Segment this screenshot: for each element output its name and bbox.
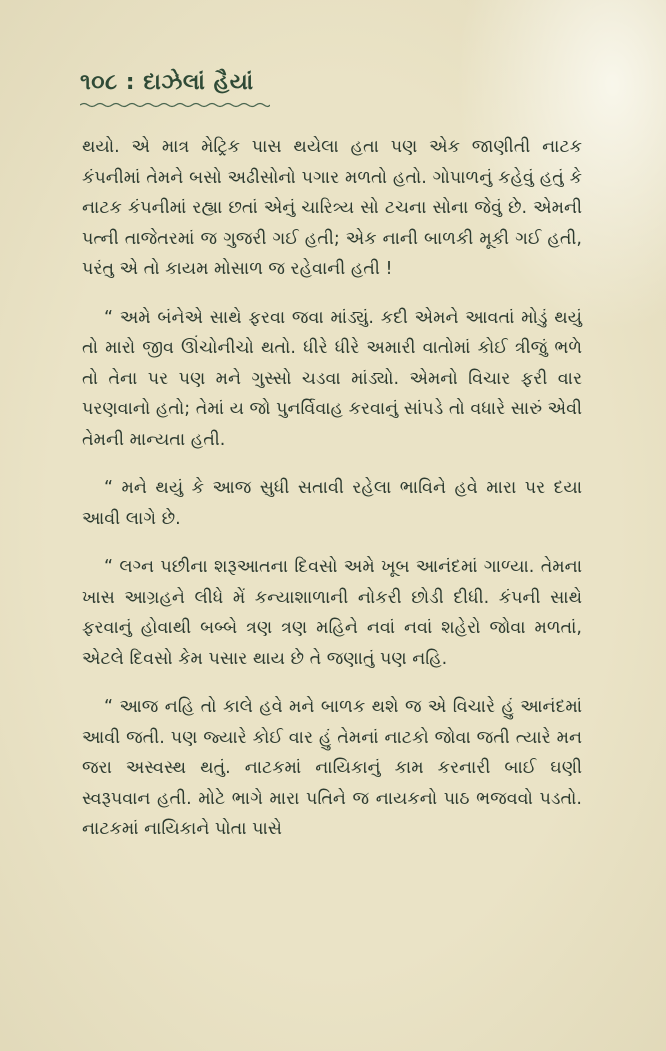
paragraph: “ લગ્ન પછીના શરૂઆતના દિવસો અમે ખૂબ આનંદમાં ગાળ્યા. તેમના ખાસ આગ્રહને લીધે મેં કન્યાશાળાની નોકરી છોડી દીધી. કંપની સાથે ફરવાનું હોવાથી બબ્બે ત્રણ ત્રણ મહિને નવાં નવાં શહેરો જોવા મળતાં, એટલે દિવસો કેમ પસાર થાય છે તે જણાતું પણ નહિ.	[82, 557, 582, 669]
paragraph: “ અમે બંનેએ સાથે ફરવા જવા માંડ્યું. કદી એમને આવતાં મોડું થયું તો મારો જીવ ઊંચોનીચો થતો. ધીરે ધીરે અમારી વાતોમાં કોઈ ત્રીજું ભળે તો તેના પર પણ મને ગુસ્સો ચડવા માંડ્યો. એમનો વિચાર ફરી વાર પરણવાનો હતો; તેમાં ય જો પુનર્વિવાહ કરવાનું સાંપડે તો વધારે સારું એવી તેમની માન્યતા હતી.	[82, 307, 582, 450]
running-head	[80, 70, 500, 109]
paragraph: “ આજ નહિ તો કાલે હવે મને બાળક થશે જ એ વિચારે હું આનંદમાં આવી જતી. પણ જ્યારે કોઈ વાર હું તેમનાં નાટકો જોવા જતી ત્યારે મન જરા અસ્વસ્થ થતું. નાટકમાં નાયિકાનું કામ કરનારી બાઈ ઘણી સ્વરૂપવાન હતી. મોટે ભાગે મારા પતિને જ નાયકનો પાઠ ભજવવો પડતો. નાટકમાં નાયિકાને પોતા પાસે	[82, 697, 582, 839]
paragraph: “ મને થયું કે આજ સુધી સતાવી રહેલા ભાવિને હવે મારા પર દયા આવી લાગે છે.	[82, 478, 582, 529]
paragraph: થયો. એ માત્ર મેટ્રિક પાસ થયેલા હતા પણ એક જાણીતી નાટક કંપનીમાં તેમને બસો અઢીસોનો પગાર મળતો હતો. ગોપાળનું કહેવું હતું કે નાટક કંપનીમાં રહ્યા છતાં એનું ચારિત્ર્ય સો ટચના સોના જેવું છે. એમની પત્ની તાજેતરમાં જ ગુજરી ગઈ હતી; એક નાની બાળકી મૂકી ગઈ હતી, પરંતુ એ તો કાયમ મોસાળ જ રહેવાની હતી !	[82, 137, 582, 279]
body-text	[82, 132, 582, 863]
wavy-underline-ornament	[80, 101, 270, 109]
page-number-and-title: ૧૦૮ : દાઝેલાં હૈયાં	[80, 70, 254, 95]
